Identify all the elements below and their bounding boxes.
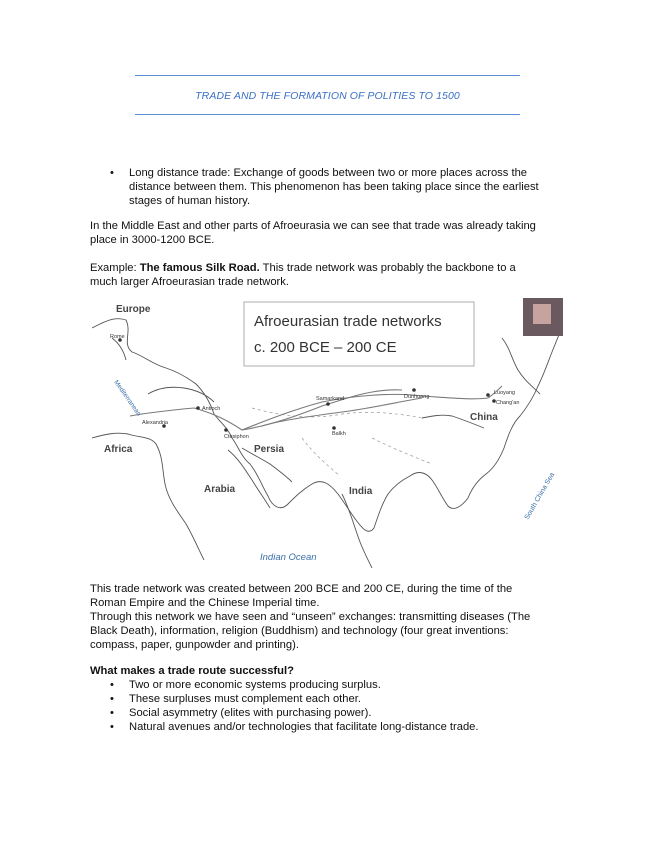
- section-heading: [90, 664, 560, 678]
- trade-network-map: [92, 298, 563, 568]
- label-africa: Africa: [104, 444, 133, 455]
- label-china: China: [470, 412, 498, 423]
- bullet-dot: •: [110, 167, 114, 179]
- paragraph-line: In the Middle East and other parts of Afroeurasia we can see that trade was already taking: [90, 220, 536, 232]
- paragraph-line: Roman Empire and the Chinese Imperial time.: [90, 597, 320, 609]
- bullet-item-long-distance-trade: [110, 166, 560, 208]
- bullet-dot: •: [110, 679, 114, 691]
- label-rome: Rome: [110, 334, 125, 340]
- label-ctesiphon: Ctesiphon: [224, 434, 249, 440]
- list-item-text: Two or more economic systems producing surplus.: [129, 679, 381, 691]
- paragraph-line: much larger Afroeurasian trade network.: [90, 276, 289, 288]
- paragraph-silk-road: [90, 261, 560, 289]
- label-balkh: Balkh: [332, 431, 346, 437]
- presenter-photo-face: [533, 304, 551, 324]
- label-indian-ocean: Indian Ocean: [260, 552, 317, 563]
- label-mediterranean: Mediterranean: [112, 379, 143, 418]
- paragraph-line: place in 3000-1200 BCE.: [90, 234, 215, 246]
- example-rest: This trade network was probably the backbone to a: [259, 262, 516, 274]
- paragraph-line: This trade network was created between 200 BCE and 200 CE, during the time of the: [90, 583, 513, 595]
- coastline-mediterranean: [148, 387, 214, 402]
- label-antioch: Antioch: [202, 406, 221, 412]
- paragraph-middle-east: [90, 219, 560, 247]
- list-item-text: Social asymmetry (elites with purchasing power).: [129, 707, 372, 719]
- bullet-line: stages of human history.: [129, 195, 251, 207]
- label-persia: Persia: [254, 444, 285, 455]
- label-south-china-sea: South China Sea: [523, 471, 557, 521]
- list-item: [110, 706, 560, 720]
- list-item-text: Natural avenues and/or technologies that facilitate long-distance trade.: [129, 721, 479, 733]
- map-title-box: [244, 302, 474, 366]
- paragraph-line: Black Death), information, religion (Buddhism) and technology (four great inventions:: [90, 625, 509, 637]
- bullet-dot: •: [110, 693, 114, 705]
- bullet-dot: •: [110, 721, 114, 733]
- label-changan: Chang'an: [496, 400, 520, 406]
- city-dot: [196, 406, 200, 410]
- list-item: [110, 678, 560, 692]
- coastline-red-sea: [228, 450, 270, 508]
- label-europe: Europe: [116, 304, 151, 315]
- border-himalaya: [372, 438, 432, 464]
- map-title-line1: Afroeurasian trade networks: [254, 313, 442, 330]
- list-item: [110, 720, 560, 734]
- paragraph-line: Through this network we have seen and “unseen” exchanges: transmitting diseases (The: [90, 611, 531, 623]
- map-title-line2: c. 200 BCE – 200 CE: [254, 339, 397, 356]
- silk-road-bold: The famous Silk Road.: [139, 262, 260, 274]
- coastline-east-asia: [502, 338, 540, 394]
- page-header-title: TRADE AND THE FORMATION OF POLITIES TO 1500: [195, 90, 460, 102]
- list-item-text: These surpluses must complement each other.: [129, 693, 361, 705]
- city-dot: [412, 388, 416, 392]
- bullet-dot: •: [110, 707, 114, 719]
- header-rule-bottom: [135, 114, 520, 115]
- label-arabia: Arabia: [204, 484, 236, 495]
- list-item: [110, 692, 560, 706]
- border-persia-india: [302, 438, 340, 476]
- label-luoyang: Luoyang: [494, 390, 516, 396]
- city-dot: [332, 426, 336, 430]
- paragraph-network-history: [90, 582, 560, 652]
- header-rule-top: [135, 75, 520, 76]
- intro-bullet-list: [110, 166, 560, 208]
- paragraph-line: [90, 261, 560, 275]
- label-alexandria: Alexandria: [142, 420, 168, 426]
- city-dot: [326, 402, 330, 406]
- success-factors-list: [110, 678, 560, 734]
- city-dot: [224, 428, 228, 432]
- city-dot: [486, 393, 490, 397]
- trade-routes: [130, 386, 502, 430]
- route-south: [262, 398, 422, 426]
- map-svg: [92, 298, 563, 568]
- example-prefix: Example:: [90, 262, 140, 274]
- label-samarkand: Samarkand: [316, 396, 345, 402]
- paragraph-line: compass, paper, gunpowder and printing).: [90, 639, 299, 651]
- bullet-line: distance between them. This phenomenon has been taking place since the earliest: [129, 181, 539, 193]
- section-heading-text: What makes a trade route successful?: [90, 665, 294, 677]
- regional-borders: [252, 408, 432, 476]
- label-india: India: [349, 486, 373, 497]
- bullet-line: Long distance trade: Exchange of goods between two or more places across the: [129, 167, 528, 179]
- label-dunhuang: Dunhuang: [404, 394, 430, 400]
